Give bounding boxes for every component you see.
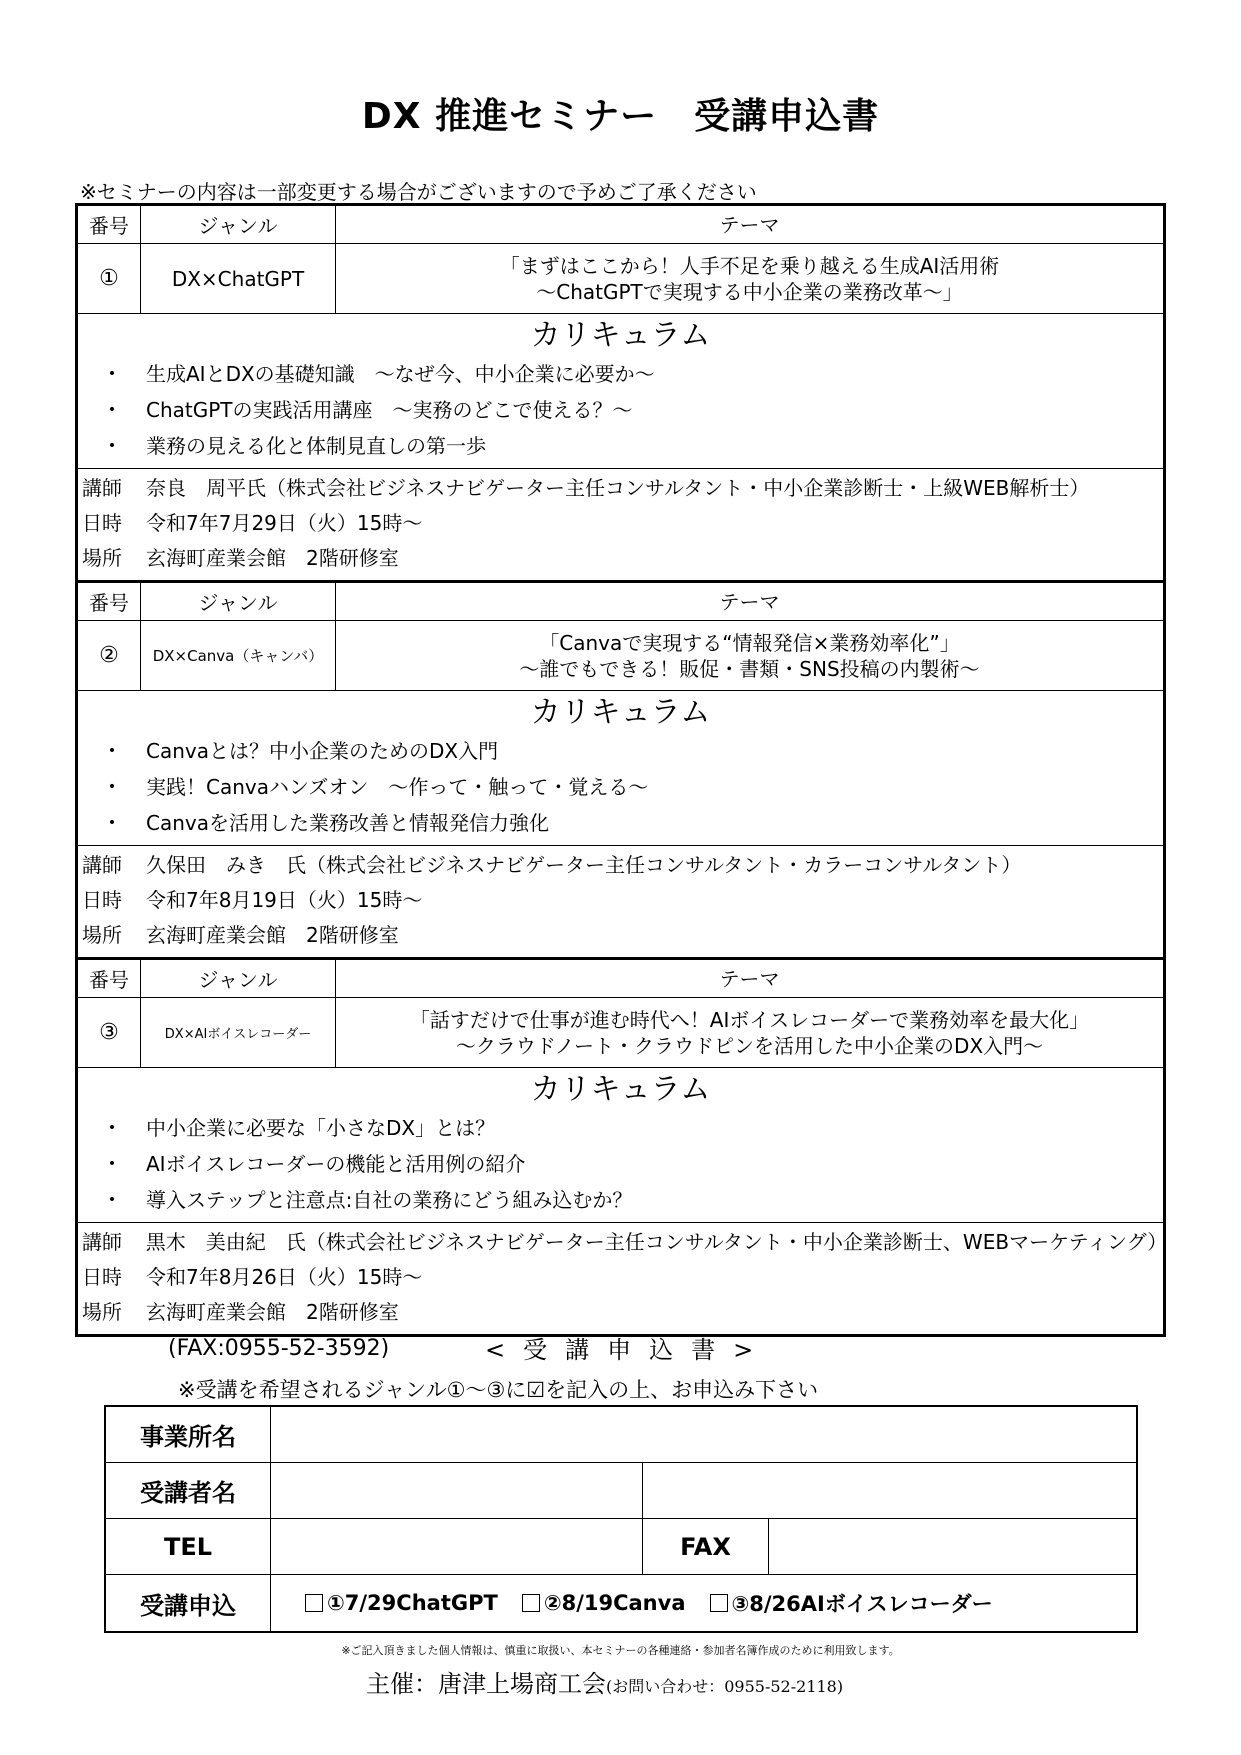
datetime-value: 令和7年7月29日（火）15時〜: [146, 511, 423, 535]
theme-header: テーマ: [719, 589, 780, 614]
lecturer-row: [78, 471, 1163, 506]
form-title: <受講申込書>: [485, 1336, 772, 1364]
apply-row: [106, 1575, 1136, 1631]
curriculum-list: [78, 356, 1163, 468]
organizer-name: 主催：唐津上場商工会: [366, 1670, 606, 1698]
seminar-details: [78, 469, 1163, 580]
seminar-table: [75, 203, 1166, 1337]
lecturer-value: 久保田 みき 氏（株式会社ビジネスナビゲーター主任コンサルタント・カラーコンサルタント）: [146, 853, 1022, 877]
seminar-block: [78, 583, 1163, 960]
seminar-header-row: [78, 960, 1163, 998]
curriculum-block: [78, 314, 1163, 469]
datetime-row: [78, 506, 1163, 541]
venue-row: [78, 1295, 1163, 1330]
datetime-value: 令和7年8月26日（火）15時〜: [146, 1265, 423, 1289]
contact-row: [106, 1519, 1136, 1575]
curriculum-text: 生成AIとDXの基礎知識 〜なぜ今、中小企業に必要か〜: [146, 362, 655, 386]
venue-label: 場所: [82, 923, 122, 947]
venue-value: 玄海町産業会館 2階研修室: [146, 1300, 399, 1324]
attendee-name-field-2[interactable]: [643, 1463, 1136, 1518]
attendee-row: [106, 1463, 1136, 1519]
curriculum-list: [78, 1110, 1163, 1222]
business-name-field[interactable]: [271, 1407, 1136, 1462]
apply-label: 受講申込: [106, 1575, 271, 1631]
genre-header: ジャンル: [141, 206, 336, 243]
organizer: [366, 1664, 843, 1699]
curriculum-text: 中小企業に必要な「小さなDX」とは？: [146, 1116, 496, 1140]
number-header: 番号: [78, 583, 141, 620]
seminar-block: [78, 960, 1168, 1337]
theme-line: 「話すだけで仕事が進む時代へ！AIボイスレコーダーで業務効率を最大化」: [409, 1007, 1090, 1032]
seminar-block: [78, 206, 1163, 583]
bullet-icon: •: [107, 743, 117, 759]
bullet-icon: •: [107, 779, 117, 795]
curriculum-item: [78, 428, 1163, 464]
curriculum-block: [78, 691, 1163, 846]
bullet-icon: •: [107, 402, 117, 418]
contact-info: (お問い合わせ：0955-52-2118): [606, 1677, 844, 1696]
lecturer-row: [78, 1225, 1168, 1260]
option-canva[interactable]: [522, 1591, 686, 1615]
seminar-number: ②: [78, 621, 141, 690]
checkbox-icon[interactable]: [710, 1594, 728, 1612]
genre-header: ジャンル: [141, 960, 336, 997]
seminar-info-row: [78, 998, 1163, 1068]
curriculum-text: 実践！Canvaハンズオン 〜作って・触って・覚える〜: [146, 775, 649, 799]
bullet-icon: •: [107, 438, 117, 454]
bullet-icon: •: [107, 366, 117, 382]
datetime-row: [78, 1260, 1163, 1295]
genre-header: ジャンル: [141, 583, 336, 620]
apply-options: [271, 1575, 1136, 1631]
curriculum-text: Canvaを活用した業務改善と情報発信力強化: [146, 811, 549, 835]
lecturer-value: 奈良 周平氏（株式会社ビジネスナビゲーター主任コンサルタント・中小企業診断士・上級WEB解析士）: [146, 476, 1090, 500]
tel-label: TEL: [106, 1519, 271, 1574]
curriculum-item: [78, 1110, 1163, 1146]
venue-value: 玄海町産業会館 2階研修室: [146, 546, 399, 570]
curriculum-title: カリキュラム: [530, 1072, 711, 1107]
option-label: ②8/19Canva: [543, 1591, 686, 1615]
fax-field[interactable]: [769, 1519, 1136, 1574]
seminar-header-row: [78, 206, 1163, 244]
theme-line: 〜ChatGPTで実現する中小企業の業務改革〜」: [536, 279, 963, 304]
lecturer-label: 講師: [82, 1230, 122, 1254]
theme-line: 「Canvaで実現する“情報発信×業務効率化”」: [539, 630, 960, 655]
lecturer-label: 講師: [82, 476, 122, 500]
seminar-genre: DX×ChatGPT: [141, 244, 336, 313]
application-form: [104, 1405, 1138, 1633]
datetime-label: 日時: [82, 511, 122, 535]
curriculum-item: [78, 805, 1163, 841]
tel-field[interactable]: [271, 1519, 643, 1574]
curriculum-list: [78, 733, 1163, 845]
seminar-info-row: [78, 621, 1163, 691]
curriculum-item: [78, 1182, 1163, 1218]
curriculum-text: AIボイスレコーダーの機能と活用例の紹介: [146, 1152, 526, 1176]
seminar-genre: DX×AIボイスレコーダー: [141, 998, 336, 1067]
bullet-icon: •: [107, 1156, 117, 1172]
checkbox-icon[interactable]: [522, 1594, 540, 1612]
curriculum-text: ChatGPTの実践活用講座 〜実務のどこで使える？〜: [146, 398, 633, 422]
theme-header: テーマ: [719, 966, 780, 991]
change-notice: ※セミナーの内容は一部変更する場合がございますので予めご了承ください: [80, 180, 757, 204]
number-header: 番号: [78, 960, 141, 997]
venue-row: [78, 541, 1163, 576]
datetime-value: 令和7年8月19日（火）15時〜: [146, 888, 423, 912]
option-label: ③8/26AIボイスレコーダー: [731, 1592, 993, 1616]
checkbox-icon[interactable]: [305, 1594, 323, 1612]
venue-label: 場所: [82, 546, 122, 570]
seminar-details: [78, 846, 1163, 957]
option-label: ①7/29ChatGPT: [327, 1591, 498, 1615]
business-name-row: [106, 1407, 1136, 1463]
seminar-details: [78, 1223, 1168, 1334]
curriculum-title: カリキュラム: [530, 695, 711, 730]
fax-number: (FAX:0955-52-3592): [168, 1336, 390, 1361]
lecturer-label: 講師: [82, 853, 122, 877]
fax-label: FAX: [643, 1519, 769, 1574]
bullet-icon: •: [107, 815, 117, 831]
bullet-icon: •: [107, 1120, 117, 1136]
datetime-label: 日時: [82, 1265, 122, 1289]
datetime-row: [78, 883, 1163, 918]
seminar-genre: DX×Canva（キャンバ）: [141, 621, 336, 690]
curriculum-item: [78, 356, 1163, 392]
theme-line: 〜誰でもできる！販促・書類・SNS投稿の内製術〜: [519, 656, 980, 681]
attendee-name-field-1[interactable]: [271, 1463, 643, 1518]
option-ai-voice-recorder[interactable]: [710, 1588, 993, 1618]
seminar-info-row: [78, 244, 1163, 314]
theme-line: 「まずはここから！人手不足を乗り越える生成AI活用術: [499, 253, 1000, 278]
curriculum-item: [78, 769, 1163, 805]
privacy-notice: ※ご記入頂きました個人情報は、慎重に取扱い、本セミナーの各種連絡・参加者名簿作成のために利用致します。: [341, 1644, 900, 1657]
curriculum-block: [78, 1068, 1163, 1223]
number-header: 番号: [78, 206, 141, 243]
venue-row: [78, 918, 1163, 953]
curriculum-item: [78, 392, 1163, 428]
curriculum-text: Canvaとは？中小企業のためのDX入門: [146, 739, 499, 763]
attendee-label: 受講者名: [106, 1463, 271, 1518]
page-title: DX 推進セミナー 受講申込書: [361, 96, 880, 137]
curriculum-item: [78, 733, 1163, 769]
seminar-theme: [336, 244, 1163, 313]
option-chatgpt[interactable]: [305, 1591, 498, 1615]
seminar-header-row: [78, 583, 1163, 621]
seminar-number: ①: [78, 244, 141, 313]
curriculum-item: [78, 1146, 1163, 1182]
seminar-theme: [336, 998, 1163, 1067]
lecturer-row: [78, 848, 1163, 883]
theme-header: テーマ: [719, 212, 780, 237]
venue-value: 玄海町産業会館 2階研修室: [146, 923, 399, 947]
lecturer-value: 黒木 美由紀 氏（株式会社ビジネスナビゲーター主任コンサルタント・中小企業診断士、WEBマーケティング）: [145, 1230, 1168, 1254]
theme-line: 〜クラウドノート・クラウドピンを活用した中小企業のDX入門〜: [455, 1033, 1044, 1058]
bullet-icon: •: [107, 1192, 117, 1208]
seminar-theme: [336, 621, 1163, 690]
curriculum-title: カリキュラム: [530, 318, 711, 353]
curriculum-text: 業務の見える化と体制見直しの第一歩: [146, 434, 486, 458]
seminar-number: ③: [78, 998, 141, 1067]
business-name-label: 事業所名: [106, 1407, 271, 1462]
datetime-label: 日時: [82, 888, 122, 912]
form-instruction: ※受講を希望されるジャンル①〜③に☑を記入の上、お申込み下さい: [178, 1378, 819, 1402]
curriculum-text: 導入ステップと注意点:自社の業務にどう組み込むか？: [146, 1188, 633, 1212]
venue-label: 場所: [82, 1300, 122, 1324]
